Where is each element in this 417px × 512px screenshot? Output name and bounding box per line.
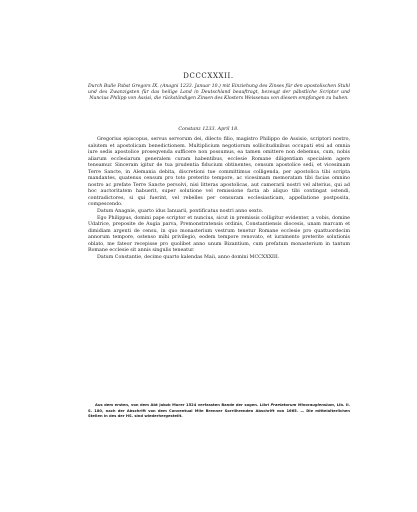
source-footnote: [88, 403, 350, 420]
charter-date-paragraph: Datum Anagnie, quarto idus Ianuarii, pontificatus nostri anno sexto.: [97, 209, 264, 215]
document-body: [88, 137, 350, 261]
receipt-date-paragraph: Datum Constantie, decimo quarto kalendas Maii, anno domini MCCXXXIII.: [97, 254, 280, 260]
footnote-before-title: Aus dem ersten, von dem Abt Jakob Murer 1524 verfassten Bande der sogen.: [95, 403, 260, 407]
receipt-paragraph: Ego Philippus, domini pape scriptor et nuncius, sicut in premissis colligitur evidenter, a vobis, domine Udalrice, preposite de Augia parva, Premonstratensis ordinis, Constantiensis diocesis, unam marcam et dimidiam argenti de censu, in quo monasterium vestrum tenetur Romane ecclesie pro quattuordecim annorum tempore, ostenso mihi privilegio, eodem tempore renovato, et iuramento preterite solutionis oblato, me fateor recepisse pro quolibet anno unum Bizantium, cum prefatum monasterium in tantum Romane ecclesie sit annis singulis teneatur.: [88, 215, 350, 254]
document-number: DCCCXXXII.: [183, 72, 234, 80]
footnote-book-title: Libri Praelatorum Minoraugiensium: [259, 403, 334, 407]
charter-paragraph: Gregorius episcopus, servus servorum dei, dilecto filio, magistro Philippo de Assisio, scriptori nostro, salutem et apostolicam benedictionem. Multiplicium negotiorum sollicitudinibus occupati etsi ad omnia iure sedis apostolice proseqvenda sufficere non possumus, ea tamen omittere non debemus, cum, nobis aliarum ecclesiarum generalem curam habentibus, ecclesie Romane diligentiam specialem agere teneamur. Sinceram igitur de tua prudentia fiducium obtinentes, censum apostolice sedi, et vicesimam Terre Sancte, in Alemania debita, discretioni tue committimus colligenda, per apostolica tibi scripta mandantes, quatenus censum pro toto preterito tempore, ac vicesimam memoratam tibi facias omnino nostro ac prefate Terre Sancte persolvi, nisi litteras apostolicas, aut camerarii nostri vel alterius, qui ad hoc auctoritatem habuerit, super solutione vel remissione facta ab aliquo tibi contingat ostendi, contradictores, si qui fuerint, vel rebelles per censuram ecclesiasticam, appellatione postposita, compescendo.: [88, 137, 350, 208]
footnote-after-title: , Lib. II. S. 180, nach der Abschrift von dem Conventual Mile Brenner Sorrlihrenden Abschrift von 1665. — Die mittelalterlichen Stellen in des der HS. sind wiederhergestellt.: [88, 403, 350, 419]
document-summary: Durch Bulle Pabst Gregors IX. (Anagni 1233. Januar 10.) mit Einziehung des Zinses für den apostolischen Stuhl und des Zwanzigsten für das heilige Land in Deutschland beauftragt, bezeugt der päbstliche Scriptor und Nuncius Philipp von Assisi, die rückständigen Zinsen des Klosters Weissenau von diesem empfangen zu haben.: [88, 84, 350, 102]
document-dateline: Constanz 1233. April 18.: [178, 127, 239, 132]
